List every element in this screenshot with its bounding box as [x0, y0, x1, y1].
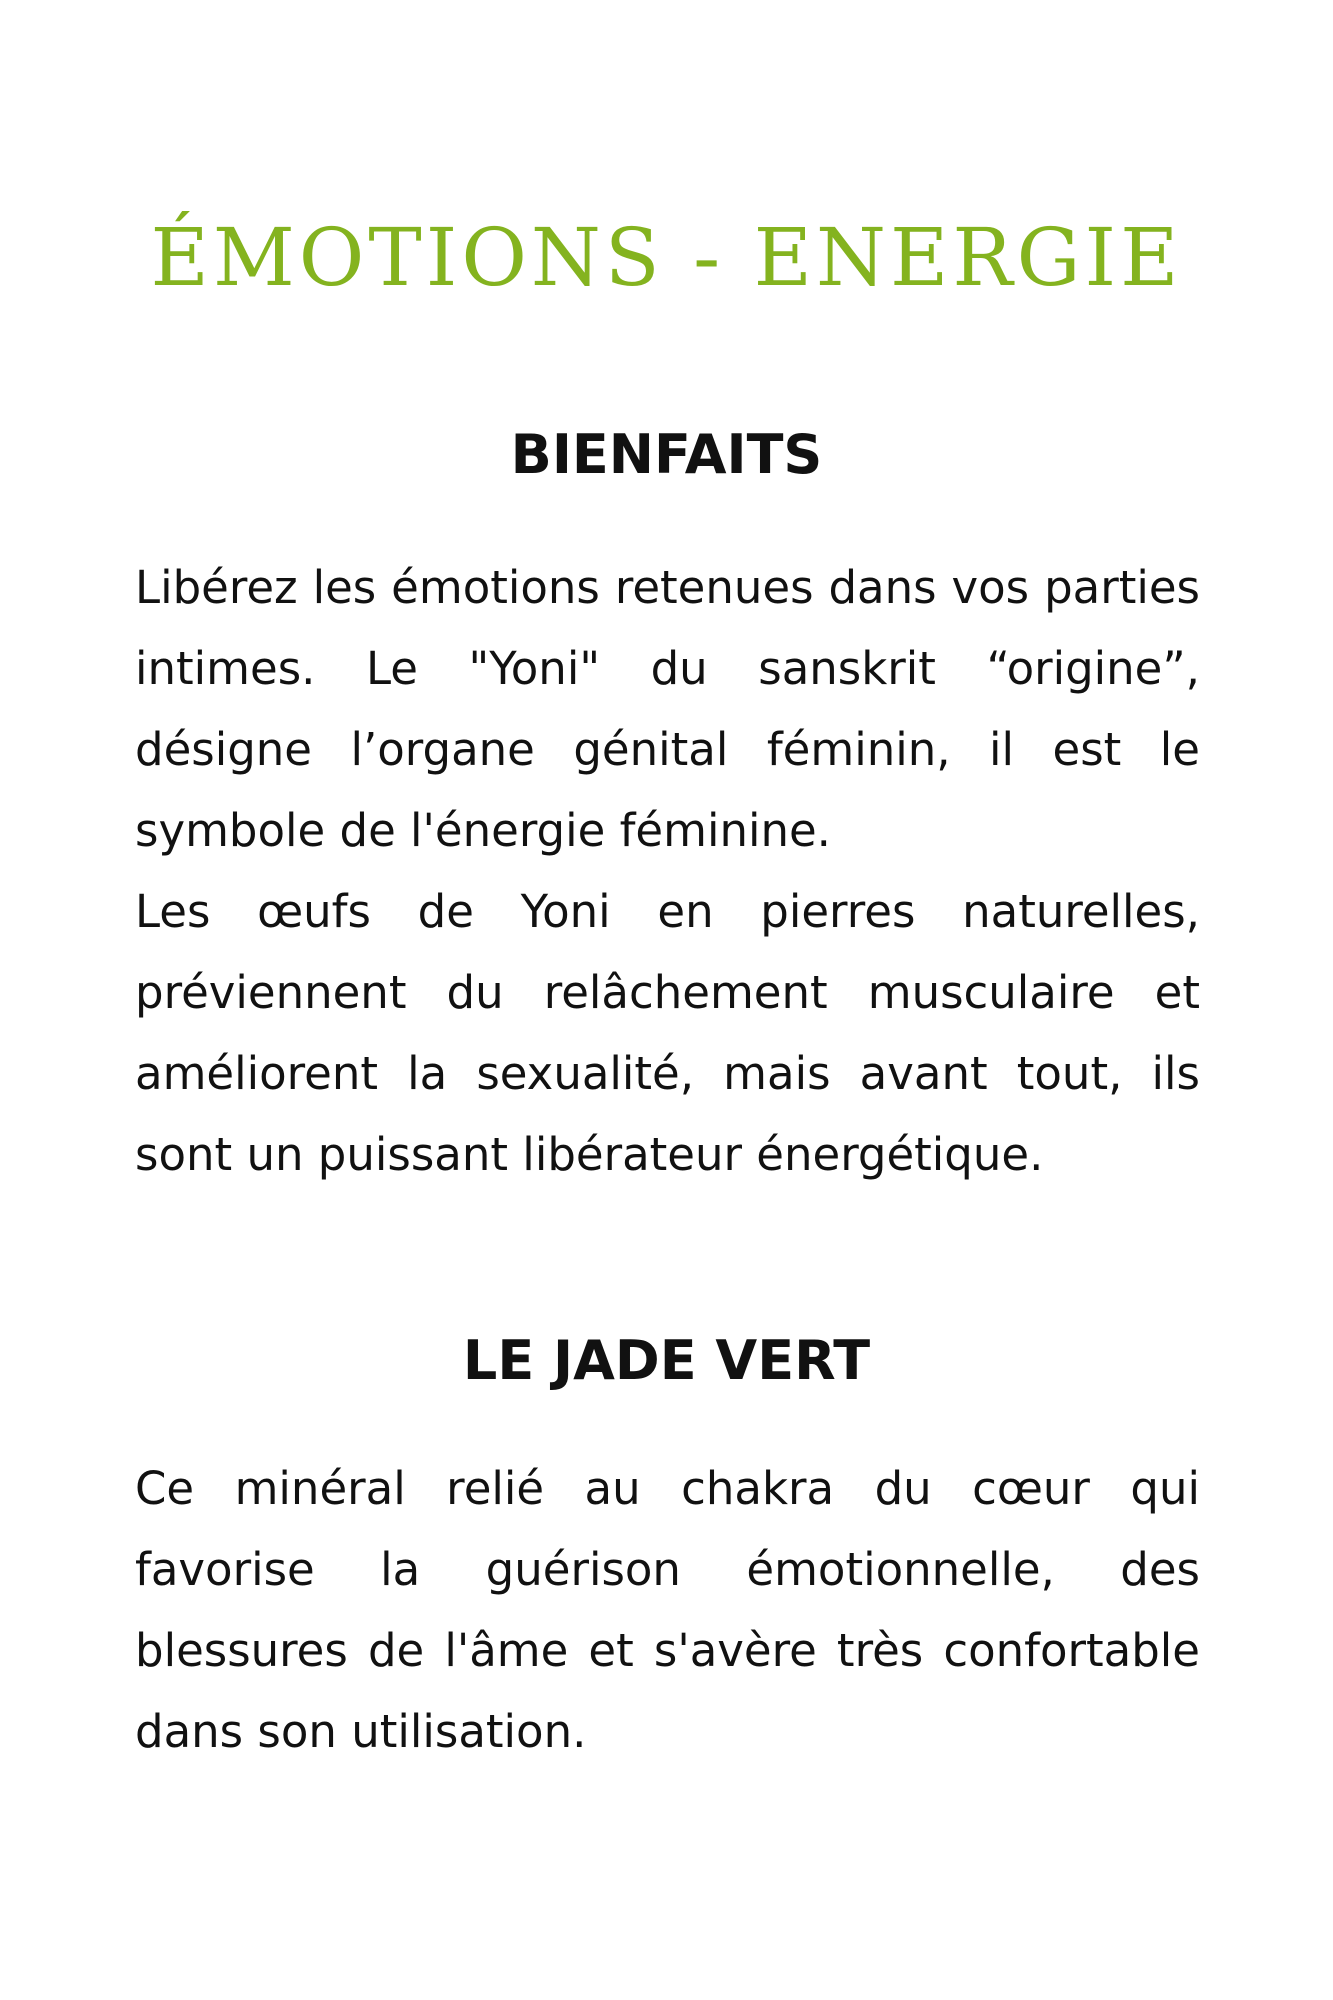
section-heading-bienfaits: BIENFAITS [510, 423, 823, 486]
bienfaits-paragraph-oeufs: Les œufs de Yoni en pierres naturelles, préviennent du relâchement musculaire et améliorent la sexualité, mais avant tout, ils sont un puissant libérateur énergétique. [135, 885, 1200, 1181]
bienfaits-paragraph-yoni: Libérez les émotions retenues dans vos parties intimes. Le "Yoni" du sanskrit “origine”, désigne l’organe génital féminin, il est le symbole de l'énergie féminine. [135, 561, 1200, 857]
section-heading-jade-vert: LE JADE VERT [462, 1329, 871, 1392]
page-title: ÉMOTIONS - ENERGIE [150, 211, 1183, 304]
jade-vert-paragraph: Ce minéral relié au chakra du cœur qui favorise la guérison émotionnelle, des blessures de l'âme et s'avère très confortable dans son utilisation. [135, 1462, 1200, 1758]
